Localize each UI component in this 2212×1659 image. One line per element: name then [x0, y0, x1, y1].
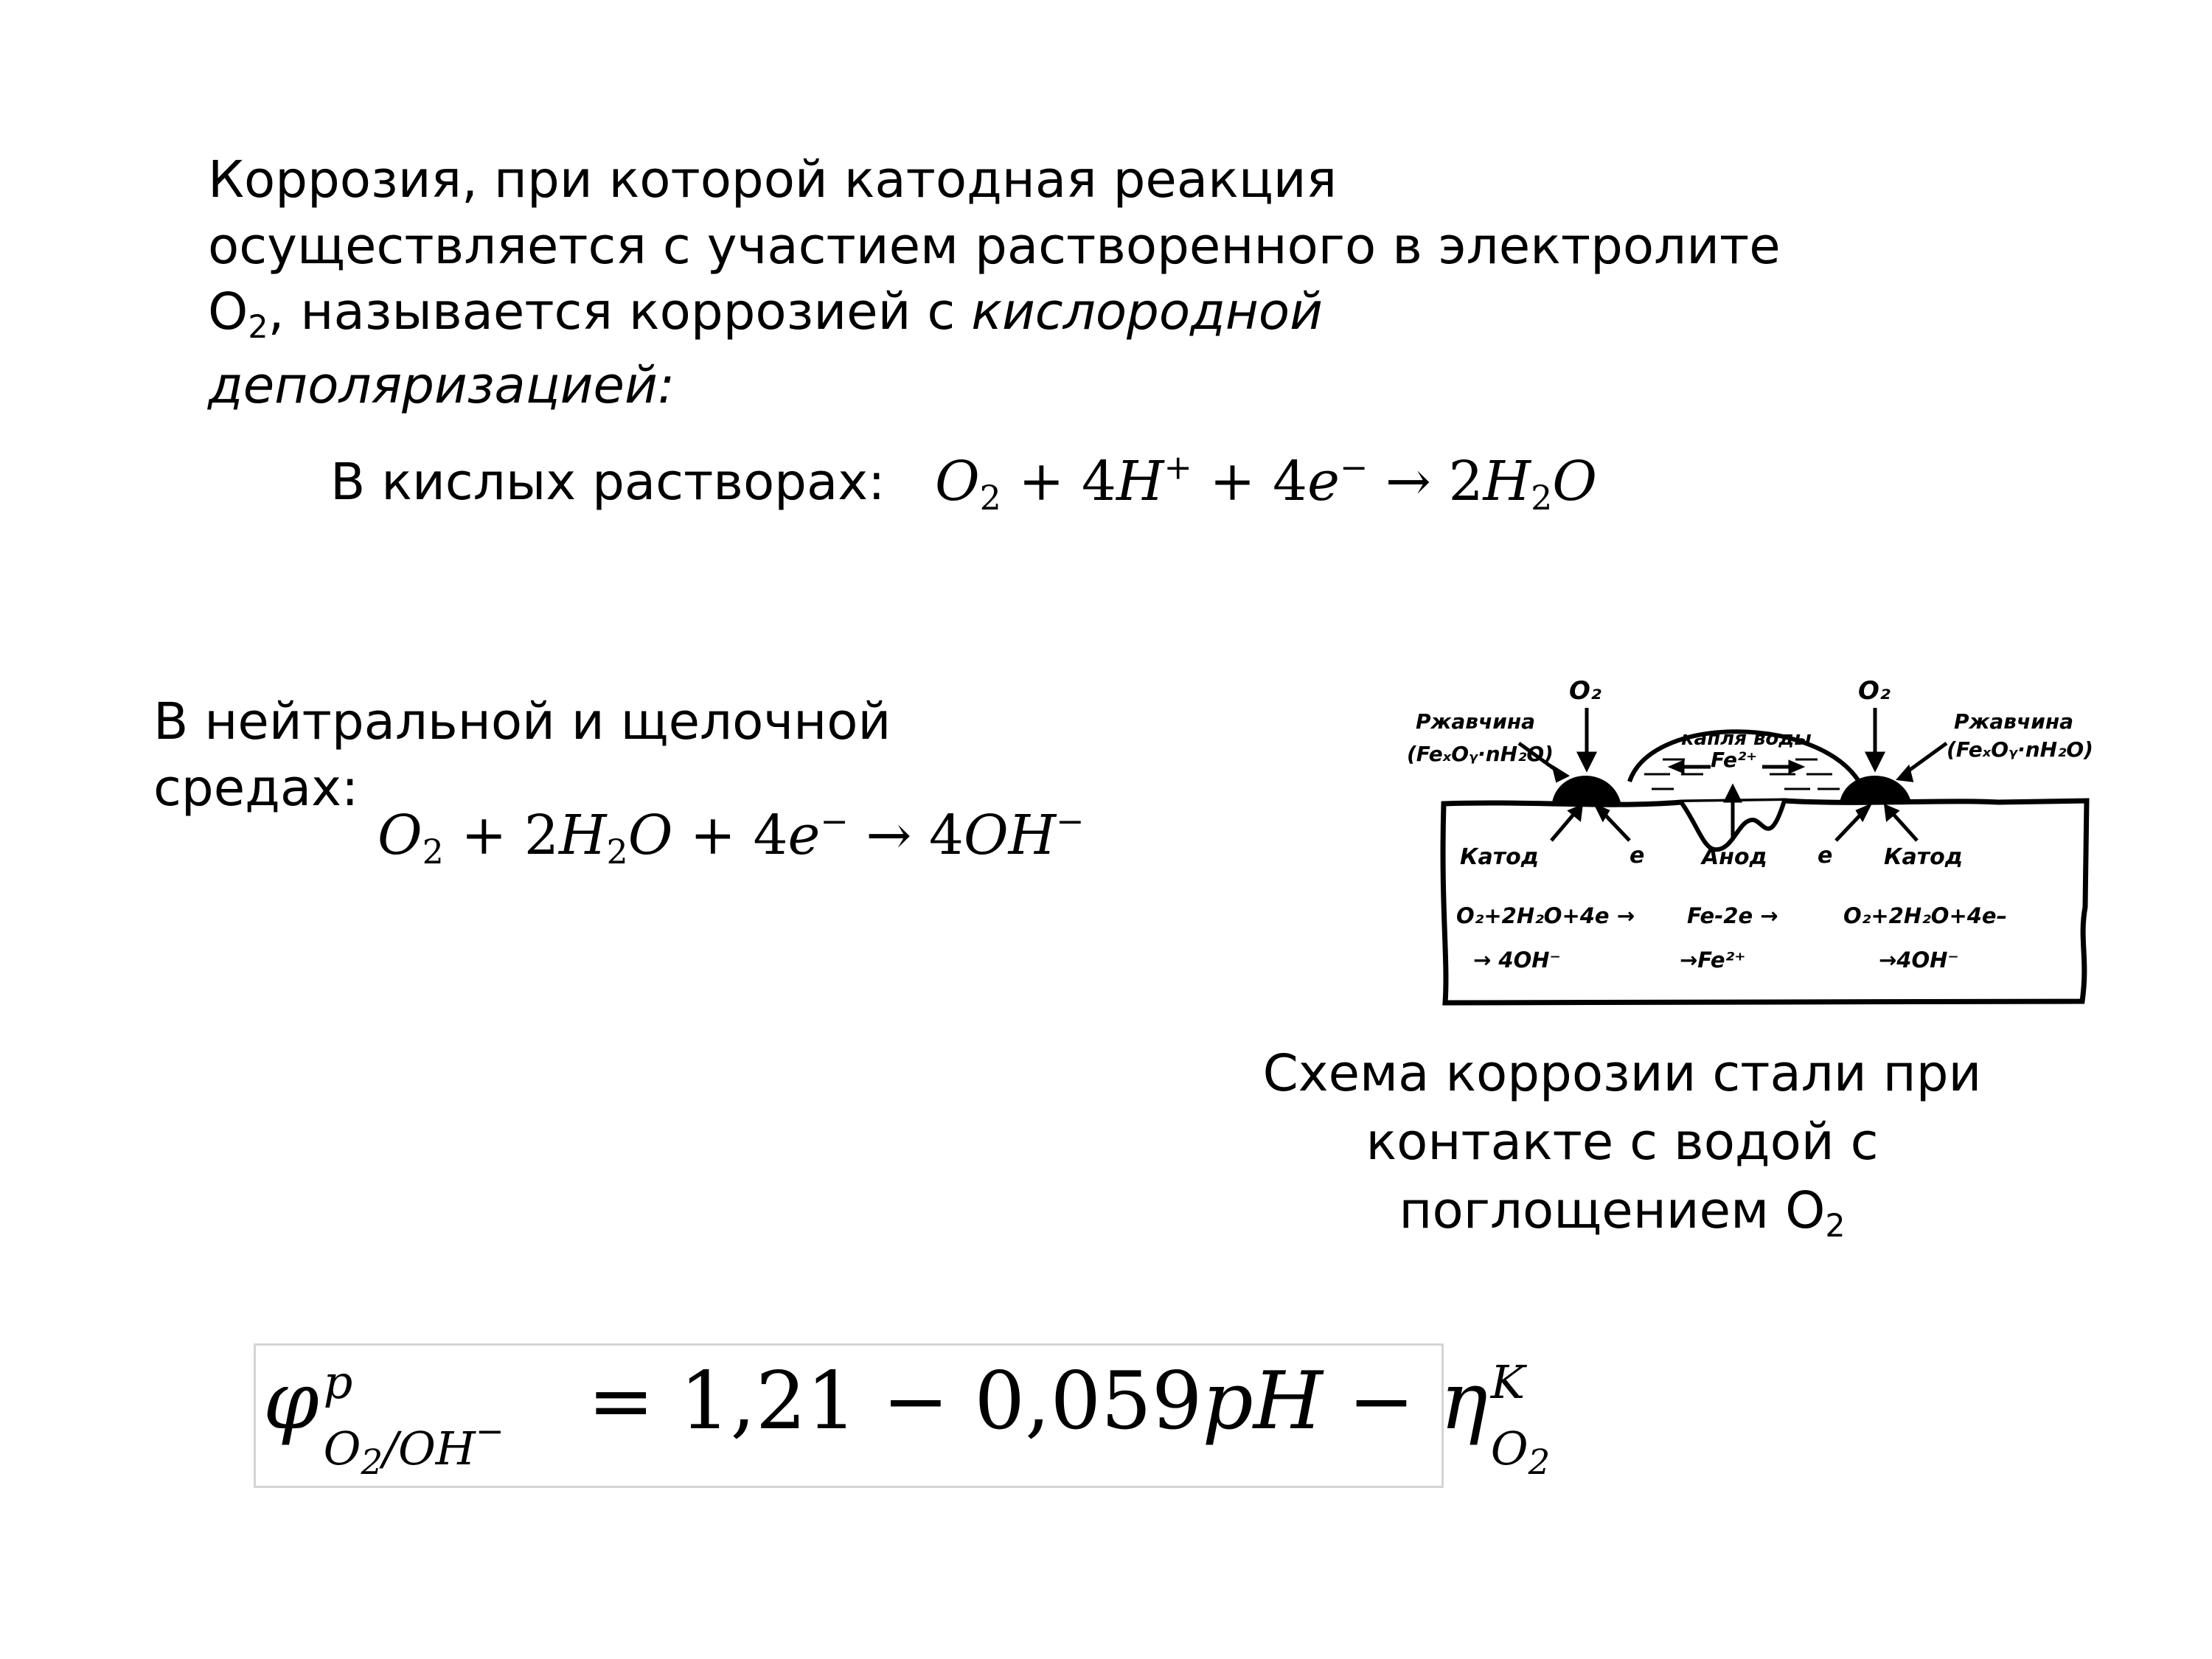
diagram-reaction-mid-1: Fe-2e → [1687, 903, 1778, 928]
neutral-label-line-1: В нейтральной и щелочной [153, 692, 891, 751]
diagram-e-right: e [1818, 843, 1833, 869]
intro-line-1: Коррозия, при которой катодная реакция [208, 150, 1338, 209]
diagram-reaction-mid-2: →Fe²⁺ [1680, 947, 1746, 973]
diagram-o2-right: O₂ [1858, 676, 1891, 706]
diagram-cathode-left: Катод [1460, 844, 1539, 870]
acid-equation: $O_2 + 4H^+ + 4e^- \to 2H_2O$ [935, 447, 1597, 518]
potential-formula-box [254, 1343, 1551, 1488]
diagram-rust-right-1: Ржавчина [1954, 709, 2074, 734]
neutral-equation: $O_2 + 2H_2O + 4e^- \to 4OH^-$ [378, 801, 1085, 872]
diagram-anode: Анод [1702, 844, 1767, 870]
intro-paragraph [208, 147, 1781, 420]
acid-label: В кислых растворах: [330, 453, 886, 512]
intro-line-3: $O_2$, называется коррозией с кислородной [208, 282, 1323, 347]
phi-subscript: $O_2/OH^-$ [323, 1411, 504, 1483]
diagram-fe-ion: Fe²⁺ [1711, 748, 1757, 772]
diagram-drop-label: капля воды [1681, 728, 1812, 750]
diagram-reaction-left-1: O₂+2H₂O+4e → [1456, 903, 1635, 928]
intro-line-2: осуществляется с участием растворенного в электролите [208, 216, 1781, 276]
diagram-caption [1180, 1040, 2065, 1245]
diagram-e-left: e [1630, 843, 1645, 869]
diagram-cathode-right: Катод [1884, 844, 1963, 870]
diagram-reaction-right-2: →4OH⁻ [1879, 947, 1959, 973]
caption-line-2: контакте с водой с [1366, 1113, 1879, 1172]
potential-formula: φ p $O_2/OH^-$ = 1,21 − 0,059pH − η K $O_2$ [263, 1355, 1551, 1483]
corrosion-scheme-diagram [1386, 664, 2138, 1025]
neutral-label-line-2: средах: [153, 758, 359, 818]
diagram-rust-left-2: (FeₓOᵧ·nH₂O) [1407, 742, 1554, 766]
caption-line-1: Схема коррозии стали при [1262, 1044, 1982, 1103]
neutral-label [153, 689, 891, 821]
eta-superscript: K [1490, 1355, 1526, 1409]
phi-superscript: p [323, 1355, 353, 1409]
diagram-o2-left: O₂ [1569, 676, 1601, 706]
rust-deposit-left [1552, 776, 1621, 802]
intro-line-4: деполяризацией: [208, 356, 675, 416]
eta-subscript: $O_2$ [1490, 1422, 1551, 1483]
diagram-reaction-left-2: → 4OH⁻ [1473, 947, 1561, 973]
diagram-rust-right-2: (FeₓOᵧ·nH₂O) [1947, 737, 2093, 762]
diagram-rust-left-1: Ржавчина [1416, 709, 1536, 734]
diagram-reaction-right-1: O₂+2H₂O+4e– [1843, 903, 2008, 928]
caption-line-3: поглощением $O_2$ [1399, 1181, 1846, 1245]
